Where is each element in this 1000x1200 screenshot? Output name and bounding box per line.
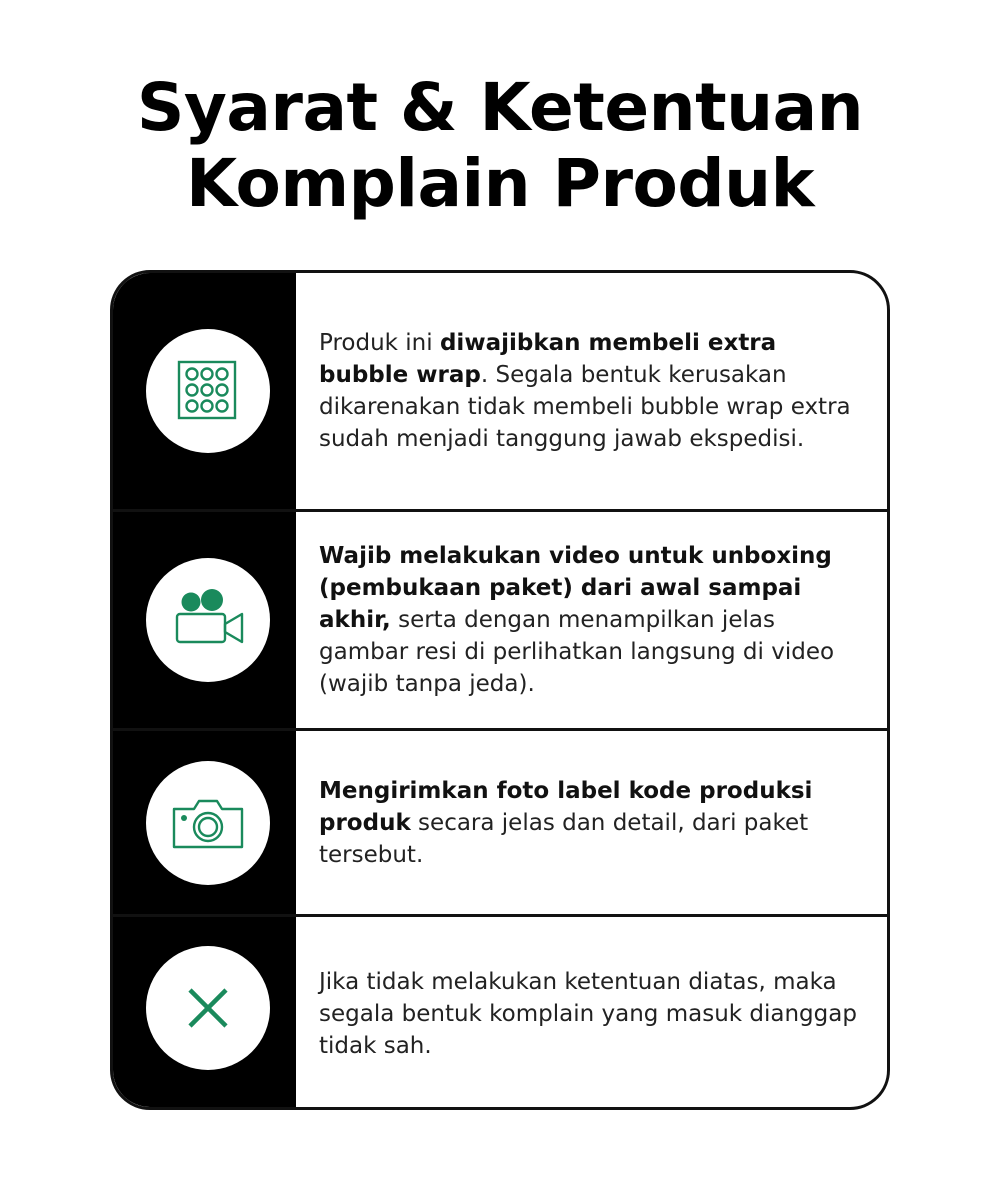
term-text: [319, 966, 869, 1062]
term-item-invalid-complaint: [113, 917, 887, 1110]
term-text: [319, 775, 869, 871]
term-text-regular: Jika tidak melakukan ketentuan diatas, maka segala bentuk komplain yang masuk dianggap tidak sah.: [319, 968, 857, 1059]
terms-card: [110, 270, 890, 1110]
term-text-bold: Mengirimkan foto label kode produksi produk: [319, 777, 813, 836]
term-text-bold: Wajib melakukan video untuk unboxing (pembukaan paket) dari awal sampai akhir,: [319, 543, 832, 633]
bubble-wrap-icon: [146, 329, 270, 453]
term-item-unboxing-video: [113, 512, 887, 728]
icon-circle: [146, 329, 270, 453]
icon-circle: [146, 558, 270, 682]
term-text-regular: . Segala bentuk kerusakan dikarenakan tidak membeli bubble wrap extra sudah menjadi tanggung jawab ekspedisi.: [319, 362, 851, 452]
term-text: [319, 327, 869, 455]
close-icon: [146, 946, 270, 1070]
term-text-regular: serta dengan menampilkan jelas gambar resi di perlihatkan langsung di video (wajib tanpa jeda).: [319, 607, 835, 697]
term-text-regular: secara jelas dan detail, dari paket tersebut.: [319, 809, 809, 868]
term-text-bold: diwajibkan membeli extra bubble wrap: [319, 330, 777, 388]
icon-circle: [146, 761, 270, 885]
icon-circle: [146, 946, 270, 1070]
title-line-1: Syarat & Ketentuan: [136, 69, 864, 146]
page-title: [0, 70, 1000, 222]
term-item-bubble-wrap: [113, 273, 887, 509]
title-line-2: Komplain Produk: [186, 145, 814, 222]
term-text-regular: Produk ini: [319, 330, 440, 356]
video-camera-icon: [146, 558, 270, 682]
term-text: [319, 540, 869, 700]
term-item-production-label-photo: [113, 731, 887, 914]
camera-icon: [146, 761, 270, 885]
